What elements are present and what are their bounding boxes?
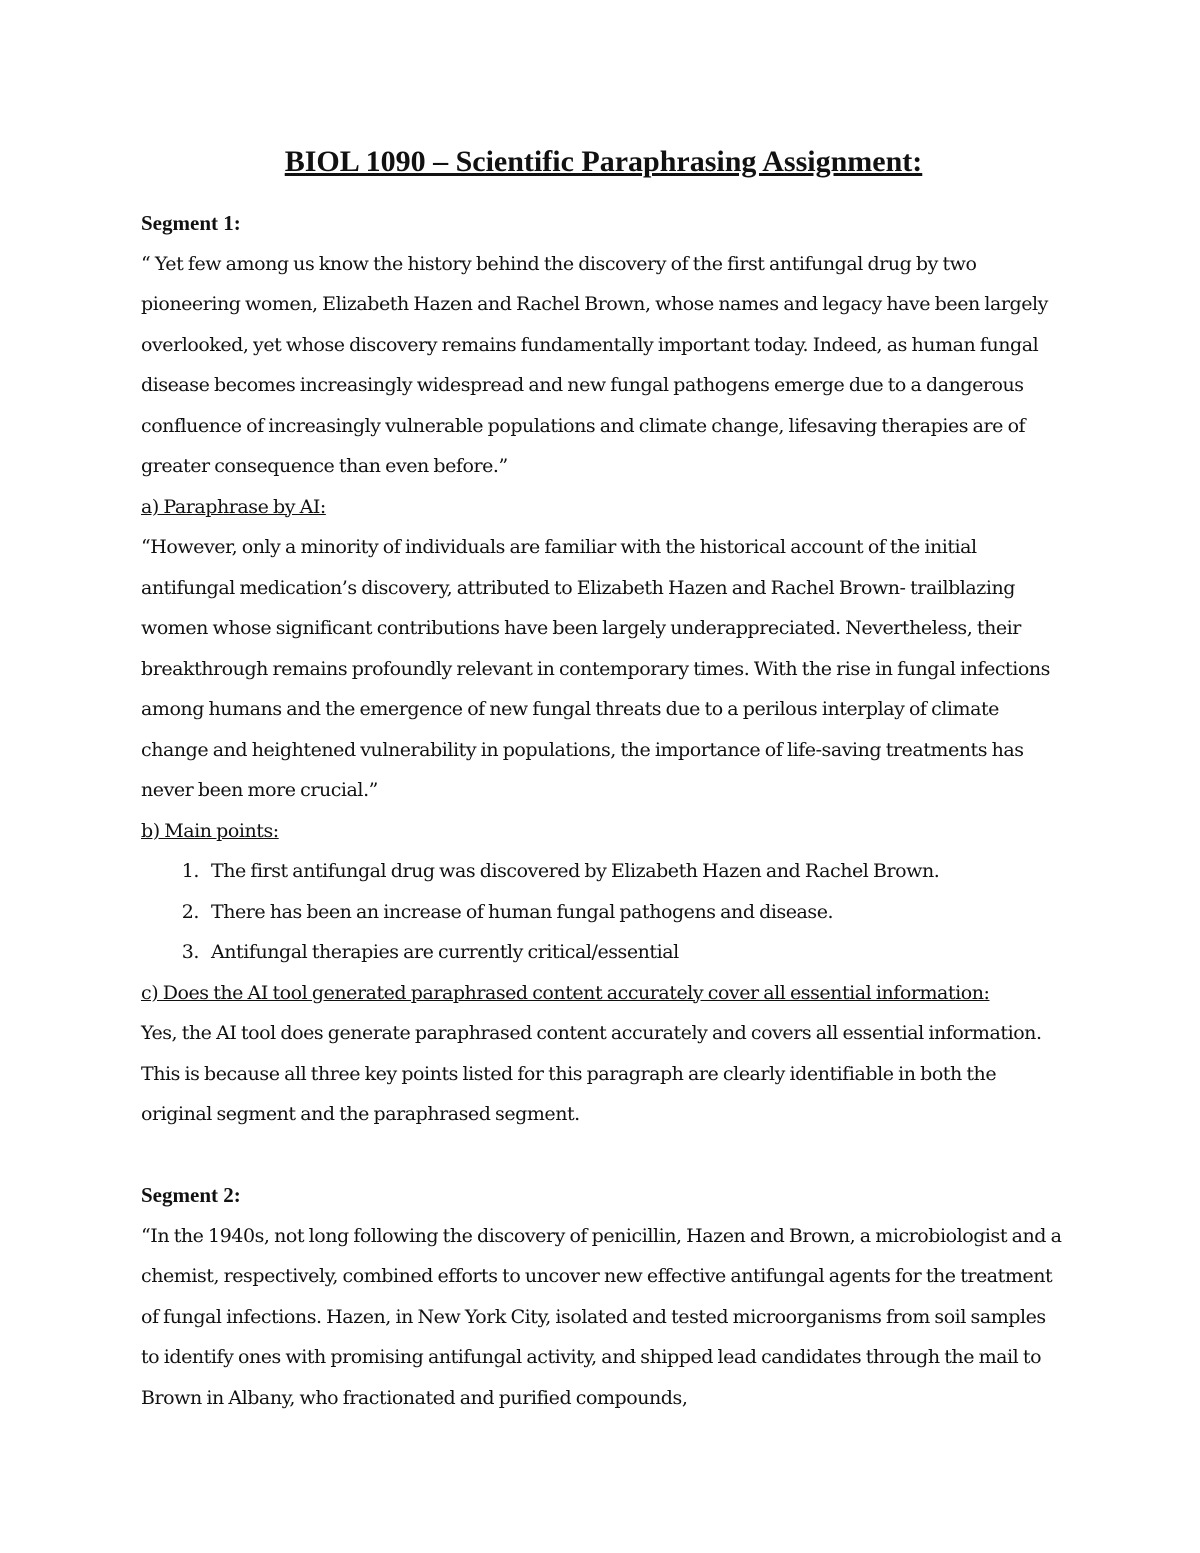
list-item-number: 1.: [181, 860, 199, 882]
list-item-number: 3.: [181, 941, 199, 963]
main-points-list: [141, 851, 1066, 973]
segment-1-heading: Segment 1:: [141, 211, 241, 235]
segment-1-original-text: “ Yet few among us know the history behind the discovery of the first antifungal drug by two pioneering women, Elizabeth Hazen and Rachel Brown, whose names and legacy have been largely overlooked, yet whose discovery remains fundamentally important today. Indeed, as human fungal disease becomes increasingly widespread and new fungal pathogens emerge due to a dangerous confluence of increasingly vulnerable populations and climate change, lifesaving therapies are of greater consequence than even before.”: [141, 252, 1048, 477]
list-item: [141, 851, 1066, 892]
paragraph-spacer: [141, 1135, 1066, 1176]
segment-2-original-text: “In the 1940s, not long following the discovery of penicillin, Hazen and Brown, a microbiologist and a chemist, respectively, combined efforts to uncover new effective antifungal agents for the treatment of fungal infections. Hazen, in New York City, isolated and tested microorganisms from soil samples to identify ones with promising antifungal activity, and shipped lead candidates through the mail to Brown in Albany, who fractionated and purified compounds,: [141, 1224, 1062, 1409]
main-points-label: b) Main points:: [141, 819, 279, 842]
list-item: [141, 892, 1066, 933]
document-page: [141, 140, 1066, 1418]
list-item-number: 2.: [181, 900, 199, 923]
document-title: BIOL 1090 – Scientific Paraphrasing Assignment:: [284, 145, 923, 178]
list-item-text: There has been an increase of human fungal pathogens and disease.: [211, 900, 834, 923]
list-item: [141, 932, 1066, 973]
paraphrase-label: a) Paraphrase by AI:: [141, 495, 326, 518]
answer-c-text: Yes, the AI tool does generate paraphrased content accurately and covers all essential information. This is because all three key points listed for this paragraph are clearly identifiable in both the original segment and the paraphrased segment.: [141, 1022, 1042, 1125]
list-item-text: Antifungal therapies are currently critical/essential: [211, 941, 679, 963]
paraphrase-text: “However, only a minority of individuals are familiar with the historical account of the initial antifungal medication’s discovery, attributed to Elizabeth Hazen and Rachel Brown- trailblazing women whose significant contributions have been largely underappreciated. Nevertheless, their breakthrough remains profoundly relevant in contemporary times. With the rise in fungal infections among humans and the emergence of new fungal threats due to a perilous interplay of climate change and heightened vulnerability in populations, the importance of life-saving treatments has never been more crucial.”: [141, 536, 1050, 801]
segment-2-heading: Segment 2:: [141, 1183, 241, 1207]
list-item-text: The first antifungal drug was discovered by Elizabeth Hazen and Rachel Brown.: [211, 860, 940, 882]
question-c-label: c) Does the AI tool generated paraphrased content accurately cover all essential information:: [141, 981, 990, 1004]
